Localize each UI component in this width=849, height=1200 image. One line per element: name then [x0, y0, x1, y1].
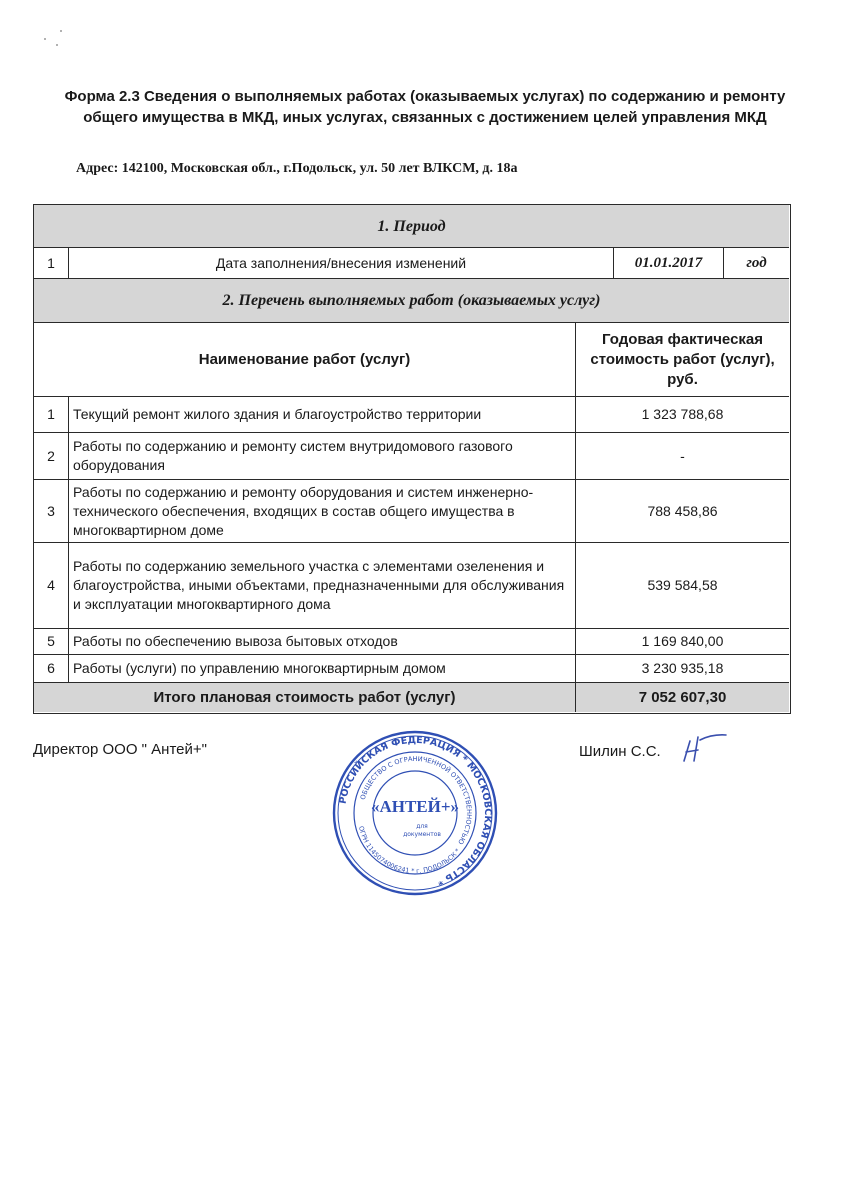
work-cost: 3 230 935,18	[576, 655, 789, 683]
row-number: 4	[34, 543, 69, 629]
row-number: 1	[34, 397, 69, 433]
work-cost: 1 169 840,00	[576, 629, 789, 655]
row-number: 6	[34, 655, 69, 683]
seal-outer-text: РОССИЙСКАЯ ФЕДЕРАЦИЯ * МОСКОВСКАЯ ОБЛАСТЬ *	[337, 734, 494, 888]
work-cost: -	[576, 433, 789, 480]
address-line: Адрес: 142100, Московская обл., г.Подольск, ул. 50 лет ВЛКСМ, д. 18а	[76, 161, 518, 176]
work-cost: 539 584,58	[576, 543, 789, 629]
seal-sub-text: для	[416, 823, 428, 830]
section1-heading: 1. Период	[34, 205, 789, 248]
work-cost: 1 323 788,68	[576, 397, 789, 433]
total-value: 7 052 607,30	[576, 683, 789, 712]
seal-company-name: «АНТЕЙ+»	[370, 797, 460, 816]
seal-bottom-text: ОГРН 1145074006241 * г. ПОДОЛЬСК *	[356, 825, 462, 876]
seal-inner-text: ОБЩЕСТВО С ОГРАНИЧЕННОЙ ОТВЕТСТВЕННОСТЬЮ	[358, 754, 474, 846]
work-name: Работы по содержанию и ремонту систем внутридомового газового оборудования	[69, 433, 576, 480]
scan-speck	[56, 44, 58, 46]
period-unit: год	[724, 248, 789, 279]
column-header-cost: Годовая фактическая стоимость работ (услуг), руб.	[576, 323, 789, 397]
signature-image	[676, 731, 728, 765]
row-number: 1	[34, 248, 69, 279]
scan-speck	[44, 38, 46, 40]
work-name: Работы по обеспечению вывоза бытовых отходов	[69, 629, 576, 655]
director-label: Директор ООО " Антей+"	[33, 741, 207, 758]
column-header-name: Наименование работ (услуг)	[34, 323, 576, 397]
row-number: 5	[34, 629, 69, 655]
row-number: 2	[34, 433, 69, 480]
work-name: Работы (услуги) по управлению многоквартирным домом	[69, 655, 576, 683]
row-number: 3	[34, 480, 69, 543]
company-seal	[330, 728, 500, 898]
section2-heading: 2. Перечень выполняемых работ (оказываемых услуг)	[34, 279, 789, 323]
signer-name: Шилин С.С.	[579, 743, 661, 760]
scan-speck	[60, 30, 62, 32]
works-table	[33, 204, 791, 714]
fill-date: 01.01.2017	[614, 248, 724, 279]
work-name: Работы по содержанию и ремонту оборудования и систем инженерно-технического обеспечения, входящих в состав общего имущества в многоквартирном доме	[69, 480, 576, 543]
total-label: Итого плановая стоимость работ (услуг)	[34, 683, 576, 712]
work-name: Работы по содержанию земельного участка с элементами озеленения и благоустройства, иными объектами, предназначенными для обслуживания и эксплуатации многоквартирного дома	[69, 543, 576, 629]
work-cost: 788 458,86	[576, 480, 789, 543]
work-name: Текущий ремонт жилого здания и благоустройство территории	[69, 397, 576, 433]
date-label: Дата заполнения/внесения изменений	[69, 248, 614, 279]
page-title: Форма 2.3 Сведения о выполняемых работах (оказываемых услугах) по содержанию и ремонту общего имущества в МКД, иных услугах, связанных с достижением целей управления МКД	[64, 88, 786, 126]
seal-sub-text: документов	[403, 831, 441, 838]
